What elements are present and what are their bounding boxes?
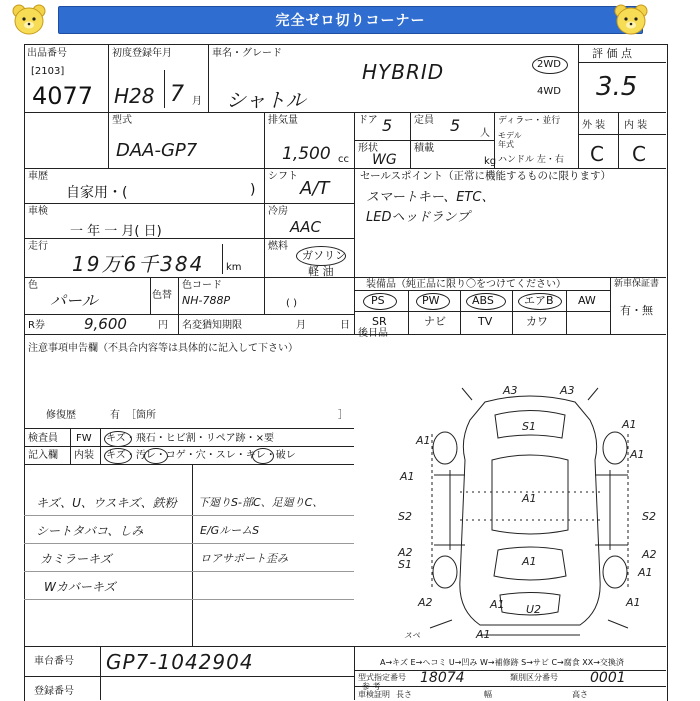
damage-mark: S1 xyxy=(398,558,412,571)
inspector-interior-label: 内装 xyxy=(74,450,94,461)
inspection-label: 車検 xyxy=(28,206,48,217)
score: 3.5 xyxy=(596,72,638,102)
exterior-label: 外 装 xyxy=(582,120,606,131)
doors-label: ドア xyxy=(358,115,378,126)
warranty-label: 新車保証書 xyxy=(614,279,660,289)
damage-mark: A1 xyxy=(522,492,537,505)
lot-label: 出品番号 xyxy=(27,48,67,59)
damage-mark: A1 xyxy=(626,596,641,609)
note-right-2: E/GルームS xyxy=(200,524,260,537)
warranty-value: 有・無 xyxy=(620,304,653,317)
repair-label: 修復歴 xyxy=(46,410,76,421)
shape-value: WG xyxy=(372,152,397,168)
recycle-unit: 円 xyxy=(158,320,168,331)
interior-label: 内 装 xyxy=(624,120,648,131)
damage-mark: S2 xyxy=(398,510,412,523)
mileage-unit: km xyxy=(226,262,242,273)
history-close: ) xyxy=(250,182,256,198)
capacity-value: 5 xyxy=(450,116,461,135)
color-code-paren: ( ) xyxy=(286,298,297,309)
equipment-label: 装備品（純正品に限り〇をつけてください） xyxy=(366,279,566,290)
shift-label: シフト xyxy=(268,171,298,182)
note-left-2: シートタバコ、しみ xyxy=(36,524,144,538)
recycle-value: 9,600 xyxy=(84,315,127,333)
shape-label: 形状 xyxy=(358,143,378,154)
equipment-tv: TV xyxy=(478,315,493,328)
inspection-value: 一 年 一 月( 日) xyxy=(70,224,162,239)
dealer-label: ディラー・並行 xyxy=(498,116,561,126)
repair-bracket: ［箇所 xyxy=(126,410,156,421)
color-value: パール xyxy=(50,291,98,310)
damage-mark: U2 xyxy=(526,603,542,616)
month-unit: 月 xyxy=(192,96,202,107)
repair-value: 有 xyxy=(110,410,120,421)
exterior-value: C xyxy=(590,142,604,166)
first-reg-year: H28 xyxy=(114,84,155,108)
car-damage-diagram xyxy=(390,380,670,645)
mileage-value: 19万6千384 xyxy=(72,252,205,276)
mileage-label: 走行 xyxy=(28,241,48,252)
damage-mark: S2 xyxy=(642,510,656,523)
capacity-label: 定員 xyxy=(414,115,434,126)
equipment-navi: ナビ xyxy=(424,315,446,328)
category-label: 類別区分番号 xyxy=(510,673,558,682)
fw-items: キズ・飛石・ヒビ割・リペア跡・×要 xyxy=(106,433,274,444)
fuel-diesel: 軽 油 xyxy=(308,265,334,278)
height-label: 高さ xyxy=(572,690,588,699)
bear-mascot-icon xyxy=(10,3,48,37)
banner-title: 完全ゼロ切りコーナー xyxy=(58,6,643,34)
displacement-value: 1,500 xyxy=(282,144,331,164)
rear-seat-label: 後日品 xyxy=(358,328,388,339)
chassis-value: GP7-1042904 xyxy=(106,650,254,674)
damage-mark: A1 xyxy=(638,566,653,579)
load-label: 積載 xyxy=(414,143,434,154)
first-reg-month: 7 xyxy=(170,82,184,107)
doors-value: 5 xyxy=(382,116,393,135)
name-change-day: 日 xyxy=(340,320,350,331)
notes-label: 注意事項申告欄（不具合内容等は具体的に記入して下さい） xyxy=(28,343,298,354)
length-label: 長さ xyxy=(396,690,412,699)
name-change-label: 名変猶知期限 xyxy=(182,320,242,331)
repair-close: ］ xyxy=(338,410,348,421)
damage-mark: A1 xyxy=(416,434,431,447)
damage-mark: S1 xyxy=(522,420,536,433)
equipment-sr: SR xyxy=(372,315,387,328)
damage-mark: A1 xyxy=(490,598,505,611)
damage-mark: A1 xyxy=(400,470,415,483)
width-label: 幅 xyxy=(484,690,492,699)
fuel-gasoline: ガソリン xyxy=(302,249,346,262)
grade: HYBRID xyxy=(362,60,445,84)
handle-label: ハンドル 左・右 xyxy=(498,155,564,165)
color-code-value: NH-788P xyxy=(182,294,231,307)
color-change-label: 色替 xyxy=(152,290,172,301)
model-grade-label: 車名・グレード xyxy=(212,48,282,59)
type-label: 型式 xyxy=(112,115,132,126)
equipment-airbag: エアB xyxy=(524,294,554,307)
color-label: 色 xyxy=(28,280,38,291)
sales-point-1: スマートキー、ETC、 xyxy=(366,190,495,205)
lot-sub: [2103] xyxy=(31,66,65,77)
equipment-leather: カワ xyxy=(526,315,548,328)
damage-mark: A2 xyxy=(398,546,413,559)
damage-mark: A2 xyxy=(642,548,657,561)
note-right-3: ロアサポート歪み xyxy=(200,552,288,565)
record-label: 記入欄 xyxy=(28,450,58,461)
ac-label: 冷房 xyxy=(268,206,288,217)
registration-label: 登録番号 xyxy=(34,686,74,697)
equipment-pw: PW xyxy=(422,294,440,307)
fuel-label: 燃料 xyxy=(268,241,288,252)
damage-mark: A2 xyxy=(418,596,433,609)
fw-label: FW xyxy=(76,433,92,444)
bear-mascot-icon xyxy=(612,3,650,37)
damage-mark: A1 xyxy=(476,628,491,641)
load-unit: kg xyxy=(484,156,497,167)
chassis-label: 車台番号 xyxy=(34,656,74,667)
displacement-label: 排気量 xyxy=(268,115,298,126)
sales-point-2: LEDヘッドランプ xyxy=(366,210,470,225)
interior-value: C xyxy=(632,142,646,166)
first-reg-label: 初度登録年月 xyxy=(112,48,172,59)
type-designation-label: 型式指定番号 xyxy=(358,673,406,682)
color-code-label: 色コード xyxy=(182,280,222,291)
model-name: シャトル xyxy=(226,88,306,112)
ac-value: AAC xyxy=(290,218,321,236)
shift-value: A/T xyxy=(300,178,330,199)
damage-mark: A3 xyxy=(503,384,518,397)
inspector-label: 検査員 xyxy=(28,433,58,444)
equipment-ps: PS xyxy=(371,294,385,307)
damage-mark: スペ xyxy=(404,631,420,640)
note-left-1: キズ、U、ウスキズ、鉄粉 xyxy=(36,496,177,510)
damage-mark: A1 xyxy=(630,448,645,461)
note-right-1: 下廻りS-部C、足廻りC、 xyxy=(198,496,324,509)
damage-mark: A1 xyxy=(622,418,637,431)
damage-mark: A1 xyxy=(522,555,537,568)
recycle-label: R券 xyxy=(28,320,45,331)
name-change-month: 月 xyxy=(296,320,306,331)
drive-4wd: 4WD xyxy=(537,86,561,97)
equipment-aw: AW xyxy=(578,294,596,307)
ref-label: 参 考 xyxy=(362,682,381,691)
note-left-4: Wカバーキズ xyxy=(44,580,116,594)
displacement-unit: cc xyxy=(338,154,349,165)
type-value: DAA-GP7 xyxy=(116,140,198,161)
cert-label: 車検証明 xyxy=(358,690,390,699)
note-left-3: カミラーキズ xyxy=(40,552,112,566)
history-label: 車歴 xyxy=(28,171,48,182)
category-value: 0001 xyxy=(590,670,626,686)
damage-mark: A3 xyxy=(560,384,575,397)
interior-items: キズ・汚レ・コゲ・穴・スレ・キレ・破レ xyxy=(106,450,296,461)
capacity-unit: 人 xyxy=(480,128,490,139)
history-value: 自家用・( xyxy=(66,185,128,201)
sales-point-label: セールスポイント（正常に機能するものに限ります） xyxy=(360,170,612,182)
equipment-abs: ABS xyxy=(472,294,494,307)
score-label: 評 価 点 xyxy=(592,47,632,60)
type-designation-value: 18074 xyxy=(420,670,465,686)
lot-number: 4077 xyxy=(32,82,94,110)
drive-2wd: 2WD xyxy=(537,59,561,70)
legend: A→キズ E→ヘコミ U→凹み W→補修跡 S→サビ C→腐食 XX→交換済 xyxy=(380,658,624,667)
model-year-label: モデル年式 xyxy=(498,131,522,149)
